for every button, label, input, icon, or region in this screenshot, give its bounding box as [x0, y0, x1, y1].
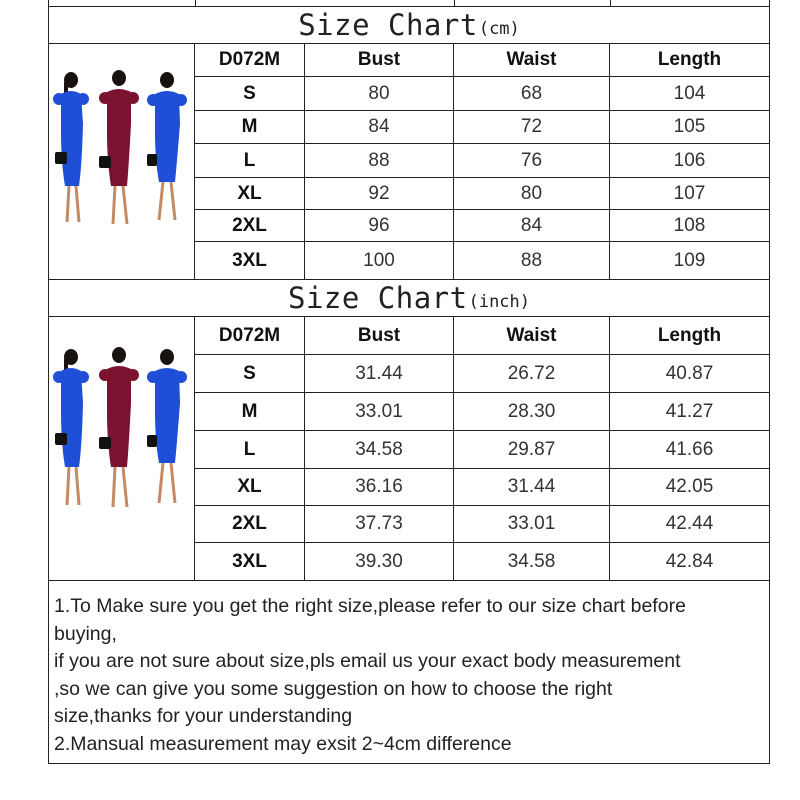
size-chart-sheet	[48, 0, 770, 764]
bust-cell: 37.73	[305, 506, 454, 542]
table-row	[195, 77, 769, 111]
waist-cell: 88	[454, 242, 610, 279]
bust-cell: 31.44	[305, 355, 454, 392]
bust-cell: 92	[305, 178, 454, 209]
length-cell: 41.66	[665, 438, 714, 460]
cm-chart-title-text: Size Chart	[298, 8, 478, 42]
cm-size-table	[49, 44, 769, 279]
bust-cell: 36.16	[305, 469, 454, 505]
length-cell: 107	[673, 182, 706, 204]
model-burgundy-middle	[99, 347, 139, 507]
length-cell: 41.27	[665, 400, 714, 422]
length-cell: 106	[673, 149, 706, 171]
bust-cell: 100	[305, 242, 454, 279]
table-row	[195, 543, 769, 580]
length-cell: 108	[673, 214, 706, 236]
models-illustration	[49, 44, 195, 279]
model-blue-left	[53, 349, 89, 505]
bust-cell: 39.30	[305, 543, 454, 580]
inch-grid	[195, 317, 769, 580]
table-header-row	[195, 44, 769, 77]
waist-cell: 34.58	[454, 543, 610, 580]
header-waist: Waist	[454, 317, 610, 354]
note-line: size,thanks for your understanding	[54, 705, 353, 727]
model-blue-left	[53, 72, 89, 222]
size-cell: XL	[195, 178, 305, 209]
size-cell: 2XL	[195, 210, 305, 241]
size-cell: XL	[195, 469, 305, 505]
bust-cell: 88	[305, 144, 454, 177]
inch-chart-unit: (inch)	[468, 292, 531, 312]
model-blue-right	[147, 349, 187, 503]
table-row	[195, 469, 769, 506]
size-cell: S	[195, 355, 305, 392]
size-cell: S	[195, 77, 305, 110]
length-cell: 42.44	[665, 513, 714, 534]
inch-model-photo	[49, 317, 195, 580]
note-line: buying,	[54, 622, 117, 645]
size-cell: M	[195, 111, 305, 143]
length-cell: 105	[673, 116, 706, 137]
waist-cell: 28.30	[454, 393, 610, 430]
bust-cell: 84	[305, 111, 454, 143]
cm-grid	[195, 44, 769, 279]
waist-cell: 72	[454, 111, 610, 143]
table-header-row	[195, 317, 769, 355]
table-row	[195, 178, 769, 210]
waist-cell: 26.72	[454, 355, 610, 392]
waist-cell: 80	[454, 178, 610, 209]
size-cell: 3XL	[195, 242, 305, 279]
length-cell: 42.05	[665, 476, 714, 497]
table-row	[195, 242, 769, 279]
header-length: Length	[657, 49, 722, 70]
bust-cell: 34.58	[305, 431, 454, 468]
table-row	[195, 393, 769, 431]
waist-cell: 31.44	[454, 469, 610, 505]
length-cell: 109	[673, 249, 706, 271]
bust-cell: 33.01	[305, 393, 454, 430]
size-cell: 3XL	[195, 543, 305, 580]
waist-cell: 84	[454, 210, 610, 241]
model-blue-right	[147, 72, 187, 220]
header-waist: Waist	[454, 44, 610, 76]
models-illustration	[49, 317, 195, 580]
length-cell: 104	[673, 82, 706, 104]
waist-cell: 76	[454, 144, 610, 177]
table-row	[195, 506, 769, 543]
cm-model-photo	[49, 44, 195, 279]
inch-chart-title	[49, 279, 769, 317]
bust-cell: 96	[305, 210, 454, 241]
header-bust: Bust	[305, 44, 454, 76]
table-row	[195, 355, 769, 393]
note-line: 2.Mansual measurement may exsit 2~4cm difference	[54, 732, 512, 755]
table-row	[195, 431, 769, 469]
table-row	[195, 210, 769, 242]
model-burgundy-middle	[99, 70, 139, 224]
table-row	[195, 144, 769, 178]
inch-chart-title-text: Size Chart	[287, 281, 468, 315]
note-line: ,so we can give you some suggestion on how to choose the right	[54, 677, 613, 700]
header-bust: Bust	[305, 317, 454, 354]
cm-chart-title	[49, 6, 769, 44]
waist-cell: 68	[454, 77, 610, 110]
inch-size-table	[49, 317, 769, 580]
size-cell: L	[195, 431, 305, 468]
waist-cell: 29.87	[454, 431, 610, 468]
length-cell: 40.87	[665, 362, 714, 384]
size-cell: M	[195, 393, 305, 430]
note-line: if you are not sure about size,pls email us your exact body measurement	[54, 650, 681, 672]
note-line: 1.To Make sure you get the right size,please refer to our size chart before	[54, 595, 686, 617]
table-row	[195, 111, 769, 144]
header-model: D072M	[195, 317, 305, 354]
length-cell: 42.84	[665, 550, 714, 572]
size-cell: 2XL	[195, 506, 305, 542]
waist-cell: 33.01	[454, 506, 610, 542]
size-notes	[49, 580, 769, 764]
bust-cell: 80	[305, 77, 454, 110]
cm-chart-unit: (cm)	[478, 19, 520, 39]
header-length: Length	[657, 324, 722, 346]
header-model: D072M	[195, 44, 305, 76]
size-cell: L	[195, 144, 305, 177]
